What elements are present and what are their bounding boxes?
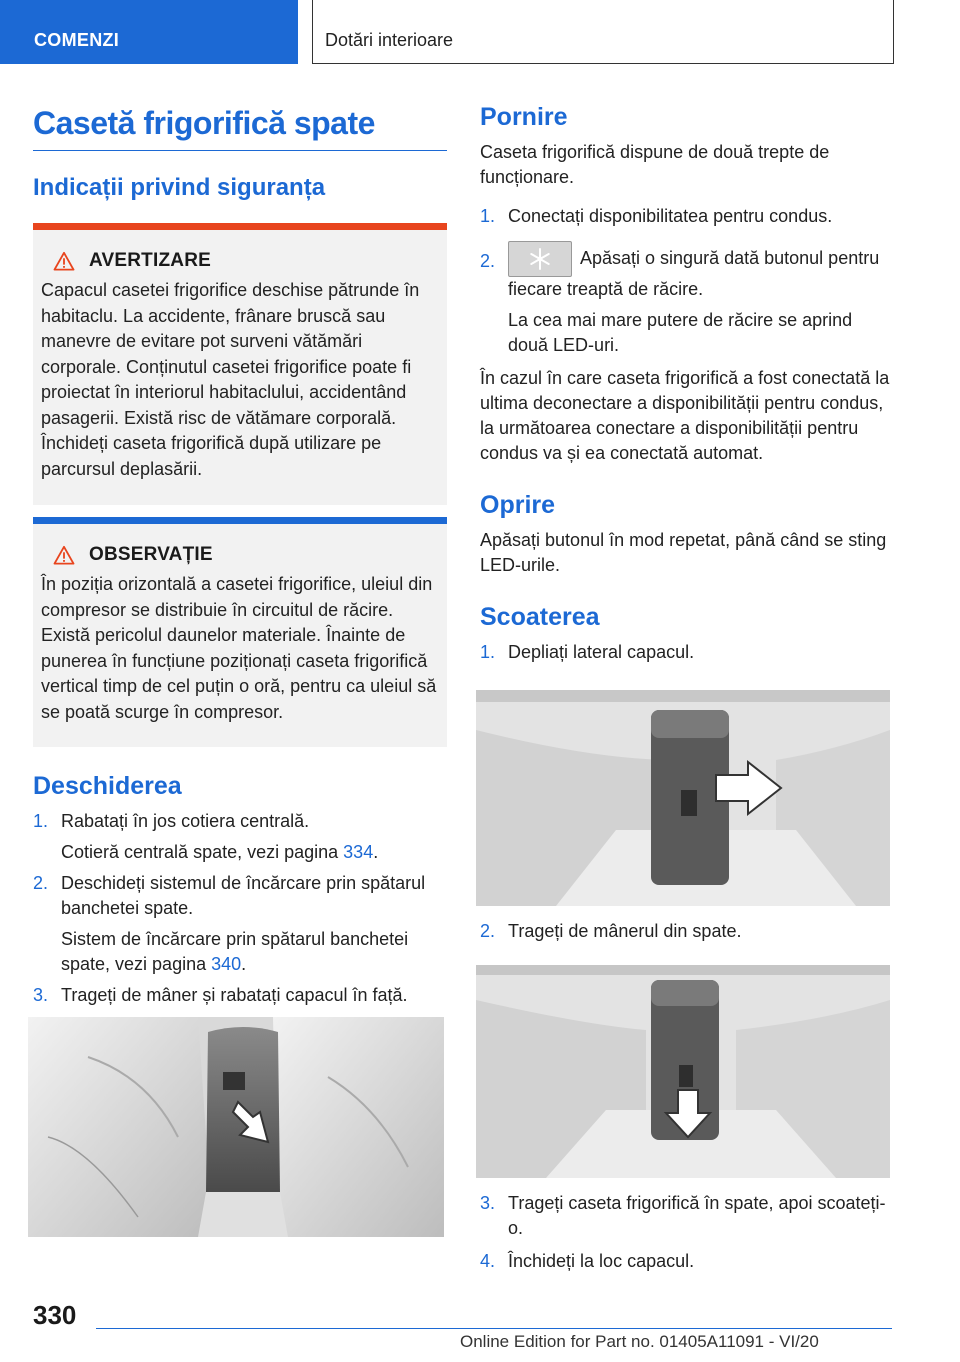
snowflake-icon [509, 242, 571, 276]
chapter-tab[interactable] [0, 0, 298, 64]
page-link-334[interactable]: 334 [343, 842, 374, 862]
footer-divider [96, 1328, 892, 1329]
stop-heading: Oprire [480, 491, 556, 519]
notice-label: OBSERVAȚIE [89, 544, 213, 565]
step-text: Trageți de mâner și rabatați capacul în față. [61, 985, 408, 1005]
reference-text: Sistem de încărcare prin spătarul banchetei spate, vezi pagina [61, 929, 409, 974]
coolbox-side-photo [476, 690, 890, 906]
reference-text: Cotieră centrală spate, vezi pagina [61, 842, 344, 862]
step-text: Deschideți sistemul de încărcare prin spătarul banchetei spate. [61, 873, 426, 918]
notice-text: În poziția orizontală a casetei frigorifice, uleiul din compresor se distribuie în circuitul de răcire. Există pericolul daunelor materiale. Înainte de punerea în funcțiune poziționați caseta frigorifică vertical timp de cel puțin o oră, pentru ca uleiul să se poată scurge în compresor. [41, 574, 437, 722]
warning-label: AVERTIZARE [89, 250, 211, 271]
chapter-label: COMENZI [34, 30, 120, 50]
right-column [480, 100, 892, 665]
step-text-wrap [508, 241, 892, 302]
startup-heading: Pornire [480, 103, 568, 131]
list-item [480, 1249, 892, 1274]
list-item [480, 1191, 892, 1241]
step-number: 1. [33, 811, 49, 831]
removal-heading: Scoaterea [480, 603, 600, 631]
step-text: Trageți caseta frigorifică în spate, apoi scoateți-o. [508, 1193, 886, 1238]
step-reference [33, 840, 447, 865]
reference-end: . [241, 954, 247, 974]
step-number: 2. [480, 251, 496, 271]
step-text: Închideți la loc capacul. [508, 1251, 695, 1271]
safety-heading: Indicații privind siguranța [33, 174, 326, 201]
warning-text: Capacul casetei frigorifice deschise pătrunde în habitaclu. La accidente, frânare bruscă sau manevre de evitare pot surveni vătămări corporale. Conținutul casetei frigorifice poate fi proiectat în interiorul habitaclului, accidentând pasagerii. Există risc de vătămare corporală. Închideți caseta frigorifică după utilizare pe parcursul deplasării. [41, 280, 420, 479]
section-label: Dotări interioare [325, 30, 454, 50]
cooling-button-icon [508, 241, 572, 277]
list-item [480, 640, 892, 665]
opening-steps [33, 809, 447, 1008]
step-text: Trageți de mânerul din spate. [508, 921, 742, 941]
coolbox-side-illustration [476, 690, 890, 906]
step-number: 1. [480, 642, 496, 662]
footer-edition: Online Edition for Part no. 01405A11091 - VI/20 [460, 1332, 819, 1351]
armrest-illustration [28, 1017, 444, 1237]
page-link-340[interactable]: 340 [211, 954, 242, 974]
list-item [33, 871, 447, 921]
warning-box [33, 223, 447, 505]
section-header [312, 0, 894, 64]
step-note: La cea mai mare putere de răcire se aprind două LED-uri. [508, 310, 853, 355]
left-column [33, 100, 447, 1008]
startup-steps [480, 204, 892, 358]
coolbox-handle-illustration [476, 965, 890, 1178]
step-number: 2. [33, 873, 49, 893]
step-number: 4. [480, 1251, 496, 1271]
title-divider [33, 150, 447, 151]
stop-text: Apăsați butonul în mod repetat, până când se sting LED-urile. [480, 530, 887, 575]
startup-outro: În cazul în care caseta frigorifică a fost conectată la ultima deconectare a disponibilității pentru condus, la următoarea conectare a disponibilității pentru condus va și ea conectată automat. [480, 368, 890, 463]
step-text: Rabatați în jos cotiera centrală. [61, 811, 310, 831]
removal-steps-3-4 [480, 1191, 892, 1274]
list-item [480, 241, 892, 302]
step-text: Conectați disponibilitatea pentru condus. [508, 206, 833, 226]
step-number: 3. [480, 1193, 496, 1213]
warning-triangle-icon [53, 251, 75, 271]
warning-triangle-icon [53, 545, 75, 565]
step-number: 3. [33, 985, 49, 1005]
step-text: Apăsați o singură dată butonul pentru fiecare treaptă de răcire. [508, 247, 880, 299]
step-number: 2. [480, 921, 496, 941]
page-title: Casetă frigorifică spate [33, 105, 375, 141]
list-item [33, 809, 447, 834]
list-item [480, 919, 892, 944]
opening-heading: Deschiderea [33, 772, 182, 800]
step-reference [33, 927, 447, 977]
startup-intro: Caseta frigorifică dispune de două trepte de funcționare. [480, 142, 830, 187]
step-number: 1. [480, 206, 496, 226]
notice-box [33, 517, 447, 747]
list-item [480, 204, 892, 229]
armrest-photo [28, 1017, 444, 1237]
list-item [33, 983, 447, 1008]
page-number: 330 [33, 1300, 77, 1330]
reference-end: . [373, 842, 379, 862]
removal-step-2 [480, 919, 892, 944]
coolbox-handle-photo [476, 965, 890, 1178]
step-text: Depliați lateral capacul. [508, 642, 695, 662]
